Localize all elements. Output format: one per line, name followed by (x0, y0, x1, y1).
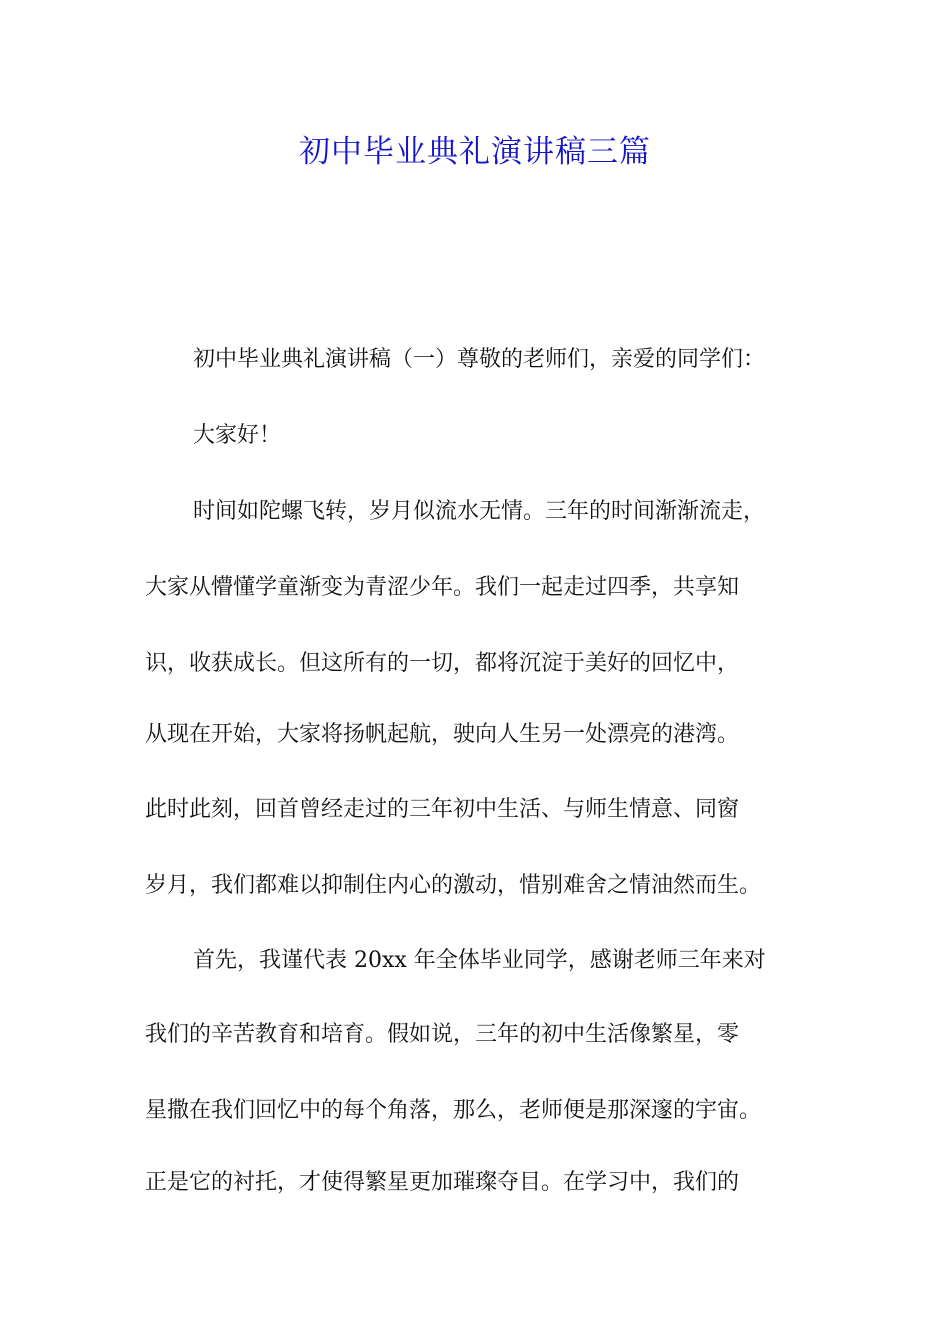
paragraph-line: 此时此刻，回首曾经走过的三年初中生活、与师生情意、同窗 (145, 797, 740, 822)
paragraph-line: 首先，我谨代表 20xx 年全体毕业同学，感谢老师三年来对 (193, 948, 766, 973)
paragraph-line: 我们的辛苦教育和培育。假如说，三年的初中生活像繁星，零 (145, 1022, 740, 1047)
paragraph-line: 大家从懵懂学童渐变为青涩少年。我们一起走过四季，共享知 (145, 575, 740, 600)
page-title: 初中毕业典礼演讲稿三篇 (299, 134, 651, 170)
paragraph-line: 识，收获成长。但这所有的一切，都将沉淀于美好的回忆中， (145, 651, 740, 676)
paragraph-line: 星撒在我们回忆中的每个角落，那么，老师便是那深邃的宇宙。 (145, 1098, 762, 1123)
paragraph-line: 岁月，我们都难以抑制住内心的激动，惜别难舍之情油然而生。 (145, 873, 762, 898)
paragraph-line: 正是它的衬托，才使得繁星更加璀璨夺目。在学习中，我们的 (145, 1170, 740, 1195)
paragraph-line: 大家好！ (193, 423, 282, 448)
paragraph-line: 时间如陀螺飞转，岁月似流水无情。三年的时间渐渐流走， (193, 499, 766, 524)
paragraph-line: 初中毕业典礼演讲稿（一）尊敬的老师们，亲爱的同学们： (193, 347, 766, 372)
paragraph-line: 从现在开始，大家将扬帆起航，驶向人生另一处漂亮的港湾。 (145, 722, 740, 747)
